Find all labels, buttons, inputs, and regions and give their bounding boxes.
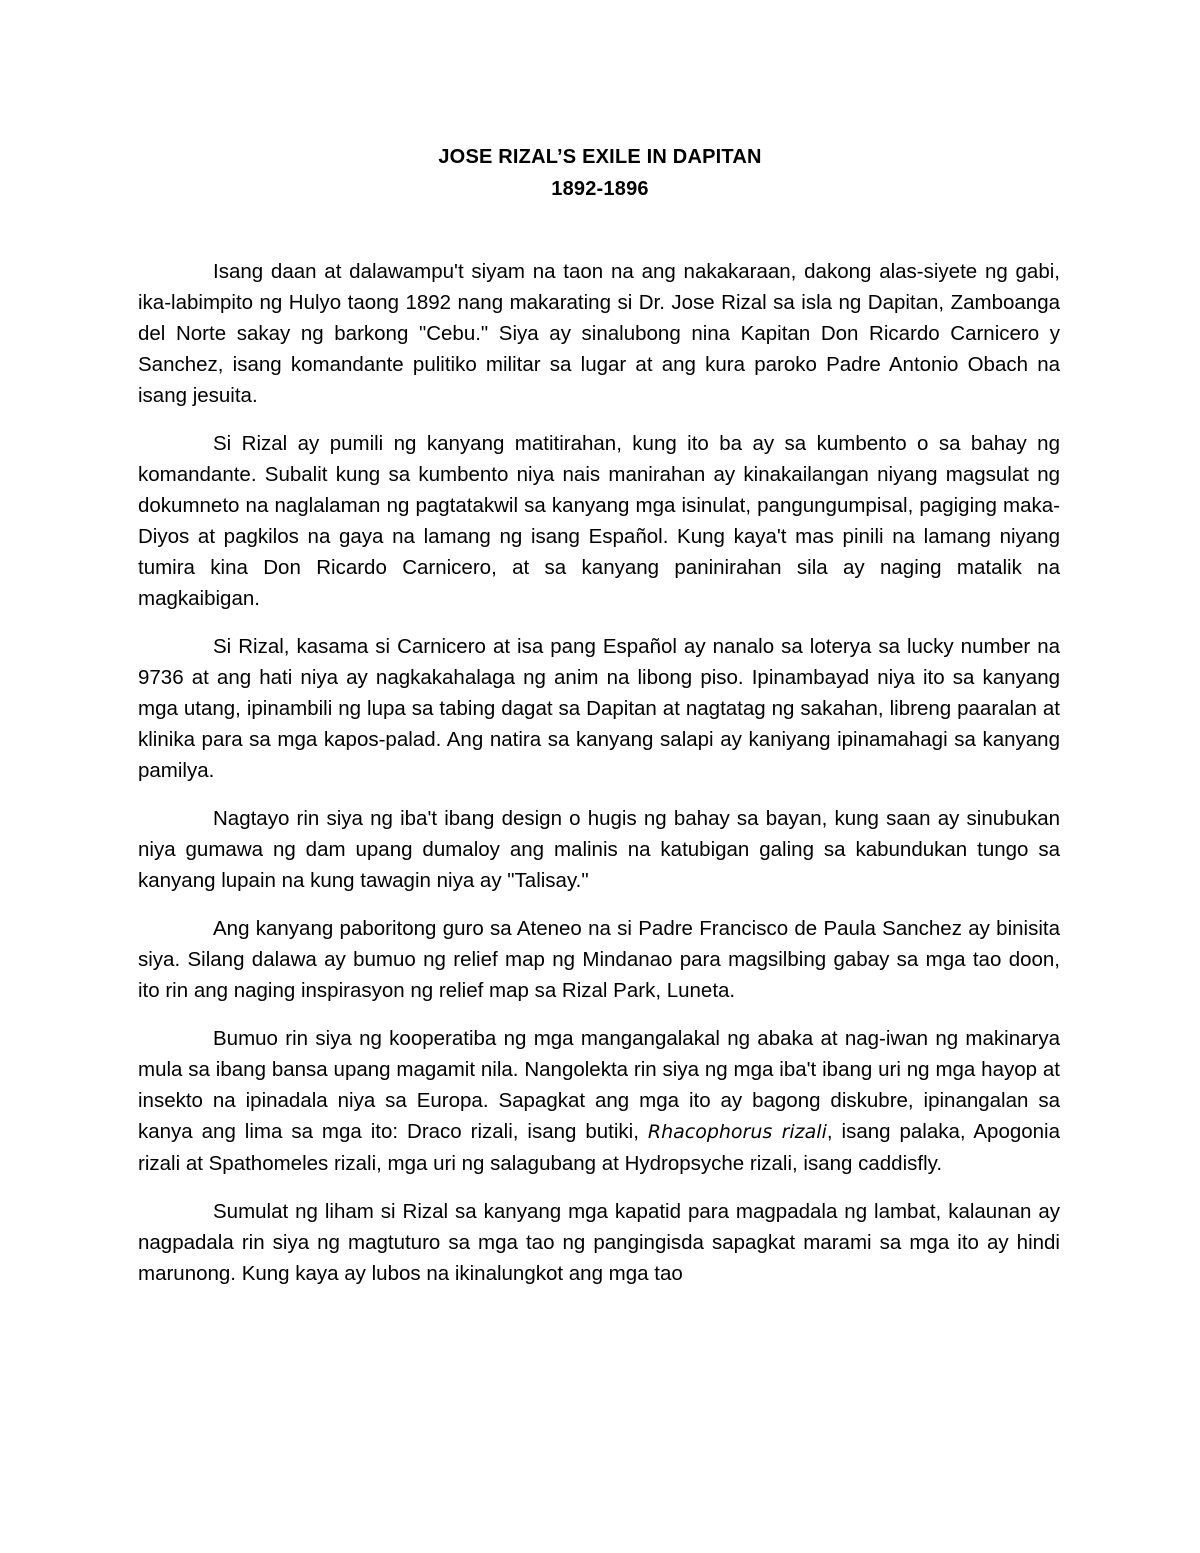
document-title: JOSE RIZAL’S EXILE IN DAPITAN [438, 146, 762, 168]
document-body [138, 256, 1060, 1306]
paragraph-3: Si Rizal, kasama si Carnicero at isa pang Español ay nanalo sa loterya sa lucky number na 9736 at ang hati niya ay nagkakahalaga ng anim na libong piso. Ipinambayad niya ito sa kanyang mga utang, ipinambili ng lupa sa tabing dagat sa Dapitan at nagtatag ng sakahan, libreng paaralan at klinika para sa mga kapos-palad. Ang natira sa kanyang salapi ay kaniyang ipinamahagi sa kanyang pamilya. [138, 635, 1060, 782]
paragraph-6-text-after: , isang palaka, Apogonia rizali at Spathomeles rizali, mga uri ng salagubang at Hydropsyche rizali, isang caddisfly. [138, 1120, 1061, 1175]
document-subtitle: 1892-1896 [551, 178, 649, 200]
paragraph-7: Sumulat ng liham si Rizal sa kanyang mga kapatid para magpadala ng lambat, kalaunan ay nagpadala rin siya ng magtuturo sa mga tao ng pangingisda sapagkat marami sa mga ito ay hindi marunong. Kung kaya ay lubos na ikinalungkot ang mga tao [138, 1200, 1060, 1285]
paragraph-1: Isang daan at dalawampu't siyam na taon na ang nakakaraan, dakong alas-siyete ng gabi, ika-labimpito ng Hulyo taong 1892 nang makarating si Dr. Jose Rizal sa isla ng Dapitan, Zamboanga del Norte sakay ng barkong "Cebu." Siya ay sinalubong nina Kapitan Don Ricardo Carnicero y Sanchez, isang komandante pulitiko militar sa lugar at ang kura paroko Padre Antonio Obach na isang jesuita. [138, 260, 1060, 407]
species-name-italic: Rhacophorus rizali [647, 1121, 827, 1143]
paragraph-6 [138, 1023, 1060, 1179]
paragraph-6-text-before: Bumuo rin siya ng kooperatiba ng mga mangangalakal ng abaka at nag-iwan ng makinarya mula sa ibang bansa upang magamit nila. Nangolekta rin siya ng mga iba't ibang uri ng mga hayop at insekto na ipinadala niya sa Europa. Sapagkat ang mga ito ay bagong diskubre, ipinangalan sa kanya ang lima sa mga ito: Draco rizali, isang butiki, [138, 1027, 1060, 1143]
paragraph-4: Nagtayo rin siya ng iba't ibang design o hugis ng bahay sa bayan, kung saan ay sinubukan niya gumawa ng dam upang dumaloy ang malinis na katubigan galing sa kabundukan tungo sa kanyang lupain na kung tawagin niya ay "Talisay." [138, 807, 1060, 892]
title-block [0, 141, 1200, 205]
paragraph-2: Si Rizal ay pumili ng kanyang matitirahan, kung ito ba ay sa kumbento o sa bahay ng komandante. Subalit kung sa kumbento niya nais manirahan ay kinakailangan niyang magsulat ng dokumneto na naglalaman ng pagtatakwil sa kanyang mga isinulat, pangungumpisal, pagiging maka-Diyos at pagkilos na gaya na lamang ng isang Español. Kung kaya't mas pinili na lamang niyang tumira kina Don Ricardo Carnicero, at sa kanyang paninirahan sila ay naging matalik na magkaibigan. [138, 432, 1060, 610]
paragraph-5: Ang kanyang paboritong guro sa Ateneo na si Padre Francisco de Paula Sanchez ay binisita siya. Silang dalawa ay bumuo ng relief map ng Mindanao para magsilbing gabay sa mga tao doon, ito rin ang naging inspirasyon ng relief map sa Rizal Park, Luneta. [138, 917, 1060, 1002]
